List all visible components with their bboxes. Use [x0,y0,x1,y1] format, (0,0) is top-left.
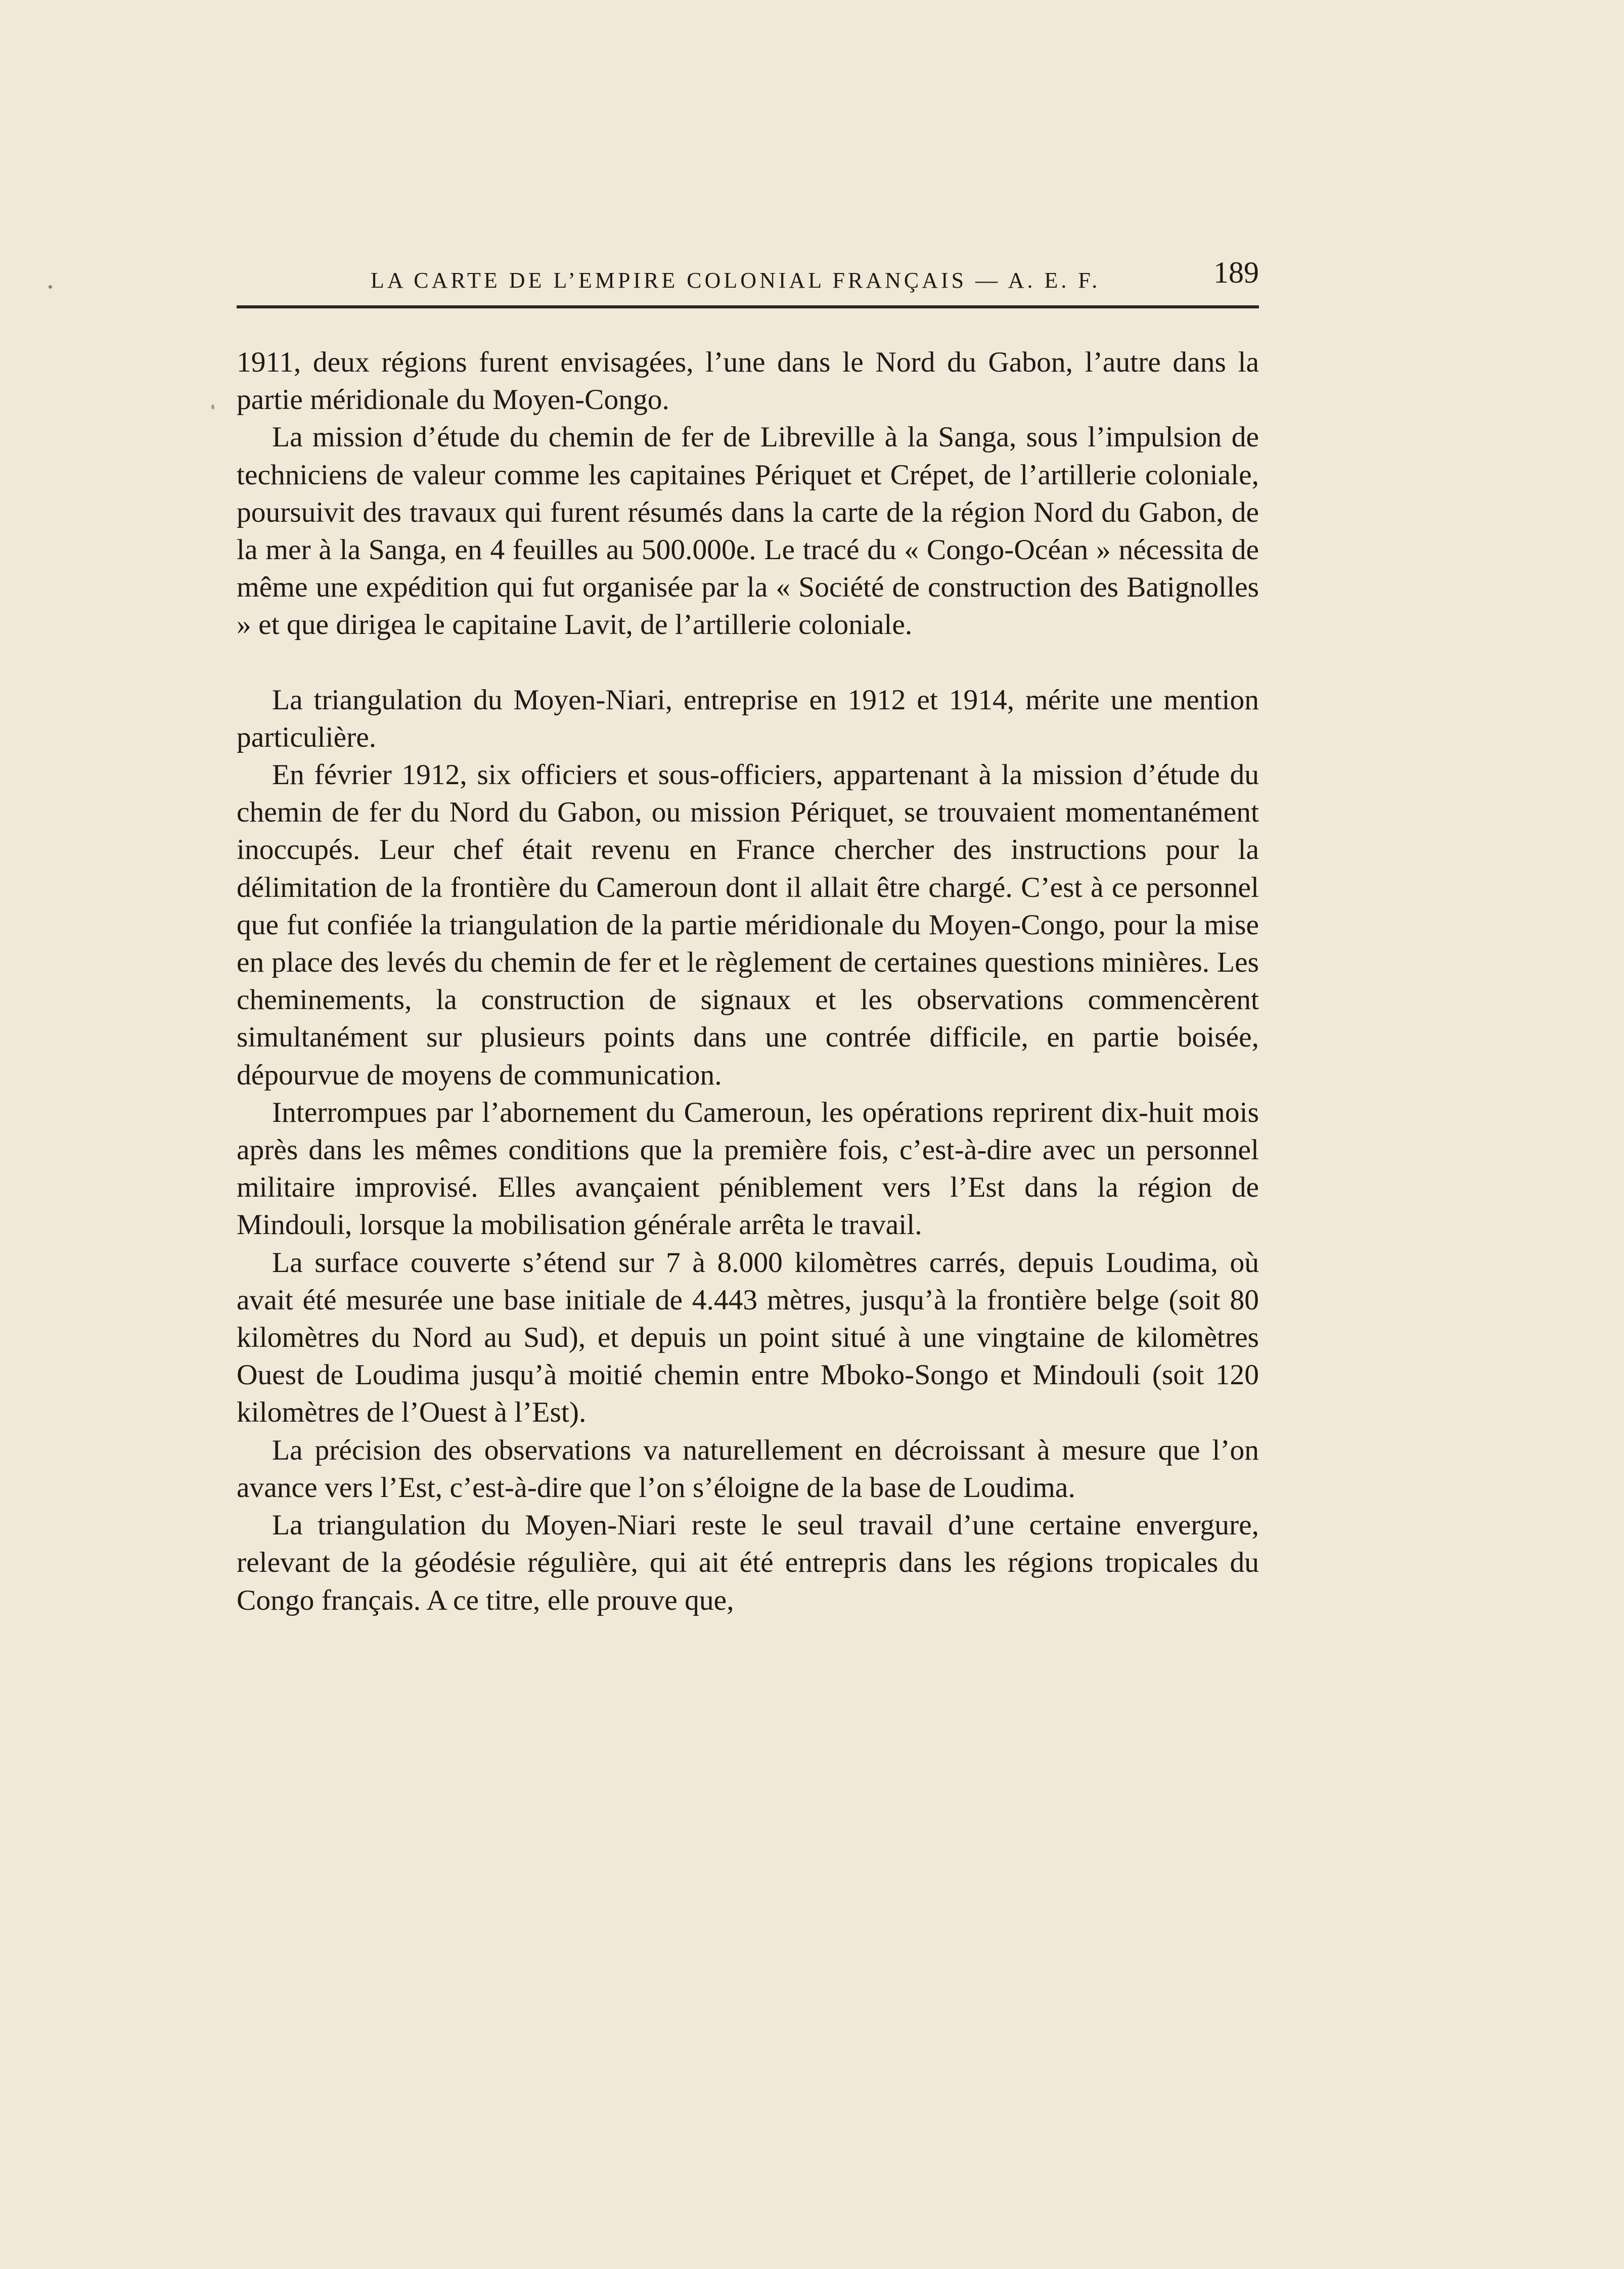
paragraph: La mission d’étude du chemin de fer de Libreville à la Sanga, sous l’impulsion de techniciens de valeur comme les capitaines Périquet et Crépet, de l’artillerie coloniale, poursuivit des travaux qui furent résumés dans la carte de la région Nord du Gabon, de la mer à la Sanga, en 4 feuilles au 500.000e. Le tracé du « Congo-Océan » nécessita de même une expédition qui fut organisée par la « Société de construction des Batignolles » et que dirigea le capitaine Lavit, de l’artillerie coloniale. [237,421,1259,641]
header-rule [237,305,1259,308]
paper-speck [49,285,52,289]
paragraph: La surface couverte s’étend sur 7 à 8.000 kilomètres carrés, depuis Loudima, où avait été mesurée une base initiale de 4.443 mètres, jusqu’à la frontière belge (soit 80 kilomètres du Nord au Sud), et depuis un point situé à une vingtaine de kilomètres Ouest de Loudima jusqu’à moitié chemin entre Mboko-Songo et Mindouli (soit 120 kilomètres de l’Ouest à l’Est). [237,1246,1259,1429]
running-head-title: LA CARTE DE L’EMPIRE COLONIAL FRANÇAIS — A. E. F. [371,268,1101,293]
page-number: 189 [1213,256,1259,289]
paragraph: En février 1912, six officiers et sous-officiers, appartenant à la mission d’étude du chemin de fer du Nord du Gabon, ou mission Périquet, se trouvaient momentanément inoccupés. Leur chef était revenu en France chercher des instructions pour la délimitation de la frontière du Cameroun dont il allait être chargé. C’est à ce personnel que fut confiée la triangulation de la partie méridionale du Moyen-Congo, pour la mise en place des levés du chemin de fer et le règlement de certaines questions minières. Les cheminements, la construction de signaux et les observations commencèrent simultanément sur plusieurs points dans une contrée difficile, en partie boisée, dépourvue de moyens de communication. [237,759,1259,1091]
paragraph: La triangulation du Moyen-Niari, entreprise en 1912 et 1914, mérite une mention particulière. [237,684,1259,753]
paper-speck [211,404,214,410]
paragraph: La précision des observations va naturellement en décroissant à mesure que l’on avance vers l’Est, c’est-à-dire que l’on s’éloigne de la base de Loudima. [237,1434,1259,1504]
paragraph: La triangulation du Moyen-Niari reste le seul travail d’une certaine envergure, relevant de la géodésie régulière, qui ait été entrepris dans les régions tropicales du Congo français. A ce titre, elle prouve que, [237,1509,1259,1616]
paragraph: 1911, deux régions furent envisagées, l’une dans le Nord du Gabon, l’autre dans la partie méridionale du Moyen-Congo. [237,346,1259,416]
running-head [237,255,1259,296]
body-text [237,344,1259,1619]
paragraph: Interrompues par l’abornement du Cameroun, les opérations reprirent dix-huit mois après dans les mêmes conditions que la première fois, c’est-à-dire avec un personnel militaire improvisé. Elles avançaient péniblement vers l’Est dans la région de Mindouli, lorsque la mobilisation générale arrêta le travail. [237,1096,1259,1241]
